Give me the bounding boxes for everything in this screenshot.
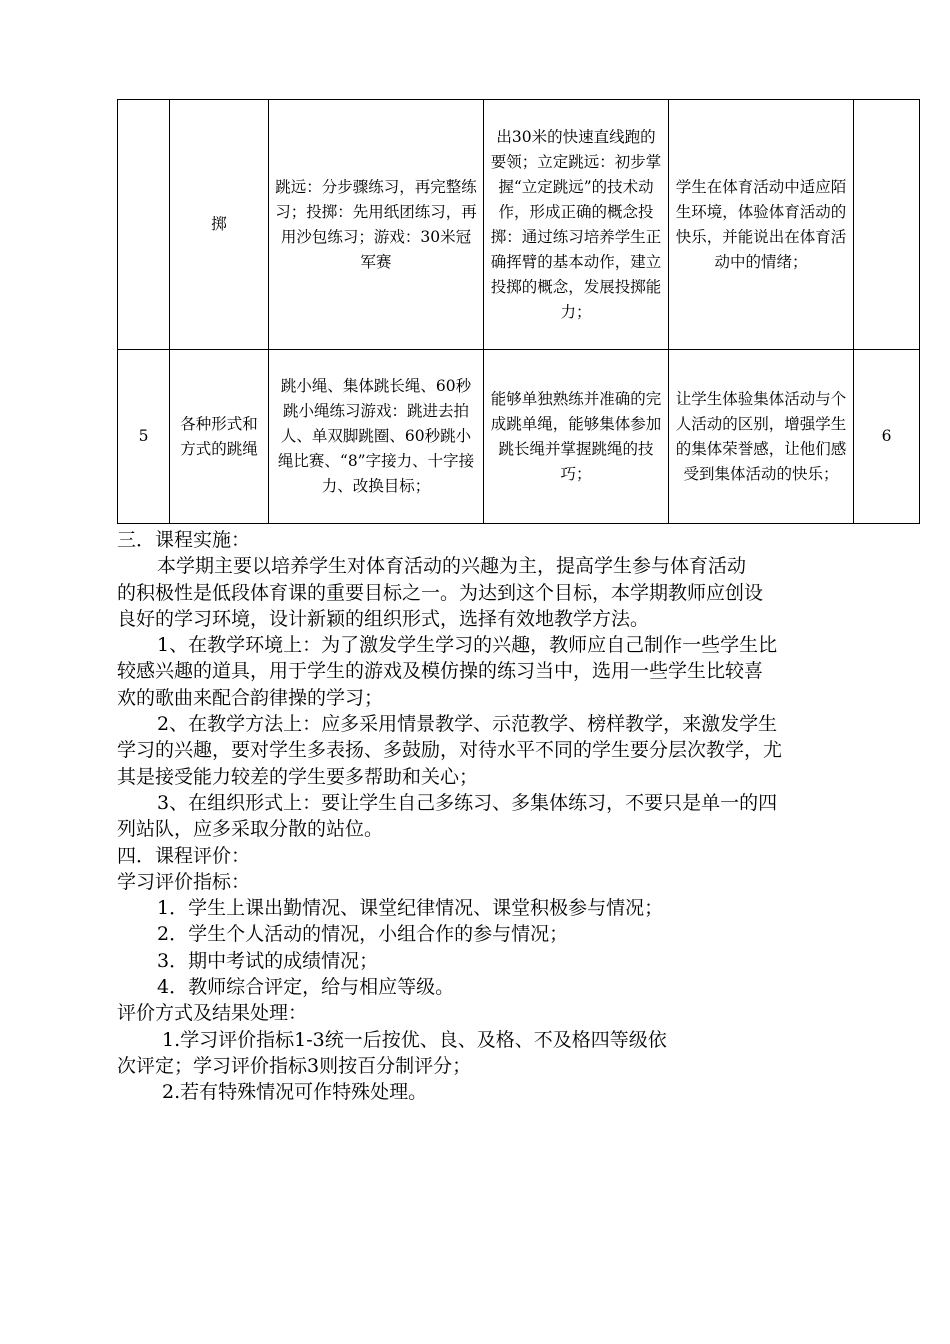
table-cell-method: 跳小绳、集体跳长绳、60秒跳小绳练习游戏：跳进去拍人、单双脚跳圈、60秒跳小绳比赛、“8”字接力、十字接力、改换目标； (269, 350, 484, 524)
paragraph-line: 本学期主要以培养学生对体育活动的兴趣为主，提高学生参与体育活动 (157, 555, 747, 578)
paragraph-line: 列站队，应多采取分散的站位。 (117, 818, 384, 841)
table-cell-content: 掷 (170, 100, 269, 350)
paragraph-line: 欢的歌曲来配合韵律操的学习； (117, 686, 384, 709)
subheading: 学习评价指标： (117, 870, 251, 893)
document-body (117, 527, 862, 1106)
list-item: 2.若有特殊情况可作特殊处理。 (162, 1081, 428, 1104)
table-cell-week (118, 100, 170, 350)
table-cell-hours: 6 (854, 350, 920, 524)
table-cell-hours (854, 100, 920, 350)
list-item: 1．学生上课出勤情况、课堂纪律情况、课堂积极参与情况； (157, 897, 664, 920)
section-heading: 三．课程实施： (117, 529, 251, 551)
paragraph-line: 3、在组织形式上：要让学生自己多练习、多集体练习，不要只是单一的四 (157, 791, 778, 814)
section-heading: 四．课程评价： (117, 844, 251, 867)
paragraph-line: 较感兴趣的道具，用于学生的游戏及模仿操的练习当中，选用一些学生比较喜 (117, 660, 764, 683)
paragraph-line: 其是接受能力较差的学生要多帮助和关心； (117, 765, 479, 788)
paragraph-line: 1、在教学环境上：为了激发学生学习的兴趣，教师应自己制作一些学生比 (157, 634, 778, 657)
table-row (118, 350, 920, 524)
table-cell-emotion: 让学生体验集体活动与个人活动的区别，增强学生的集体荣誉感，让他们感受到集体活动的快乐； (669, 350, 854, 524)
table-cell-week: 5 (118, 350, 170, 524)
course-plan-table (117, 99, 920, 524)
list-item: 2．学生个人活动的情况，小组合作的参与情况； (157, 923, 569, 946)
paragraph-line: 的积极性是低段体育课的重要目标之一。为达到这个目标，本学期教师应创设 (117, 581, 764, 604)
table-row (118, 100, 920, 350)
table-cell-method: 跳远：分步骤练习，再完整练习；投掷：先用纸团练习，再用沙包练习；游戏：30米冠军赛 (269, 100, 484, 350)
table-cell-content: 各种形式和方式的跳绳 (170, 350, 269, 524)
list-item: 4．教师综合评定，给与相应等级。 (157, 976, 455, 999)
table-cell-emotion: 学生在体育活动中适应陌生环境，体验体育活动的快乐，并能说出在体育活动中的情绪； (669, 100, 854, 350)
paragraph-line: 学习的兴趣，要对学生多表扬、多鼓励，对待水平不同的学生要分层次教学，尤 (117, 739, 783, 762)
table-cell-goal: 出30米的快速直线跑的要领；立定跳远：初步掌握“立定跳远”的技术动作，形成正确的概念投掷：通过练习培养学生正确挥臂的基本动作，建立投掷的概念，发展投掷能力； (484, 100, 669, 350)
paragraph-line: 良好的学习环境，设计新颖的组织形式，选择有效地教学方法。 (117, 607, 650, 630)
list-item: 3．期中考试的成绩情况； (157, 949, 379, 972)
subheading: 评价方式及结果处理： (117, 1002, 308, 1025)
table-cell-goal: 能够单独熟练并准确的完成跳单绳，能够集体参加跳长绳并掌握跳绳的技巧； (484, 350, 669, 524)
paragraph-line: 2、在教学方法上：应多采用情景教学、示范教学、榜样教学，来激发学生 (157, 713, 778, 736)
list-item-continuation: 次评定；学习评价指标3则按百分制评分； (117, 1054, 472, 1077)
list-item: 1.学习评价指标1-3统一后按优、良、及格、不及格四等级依 (162, 1028, 667, 1051)
